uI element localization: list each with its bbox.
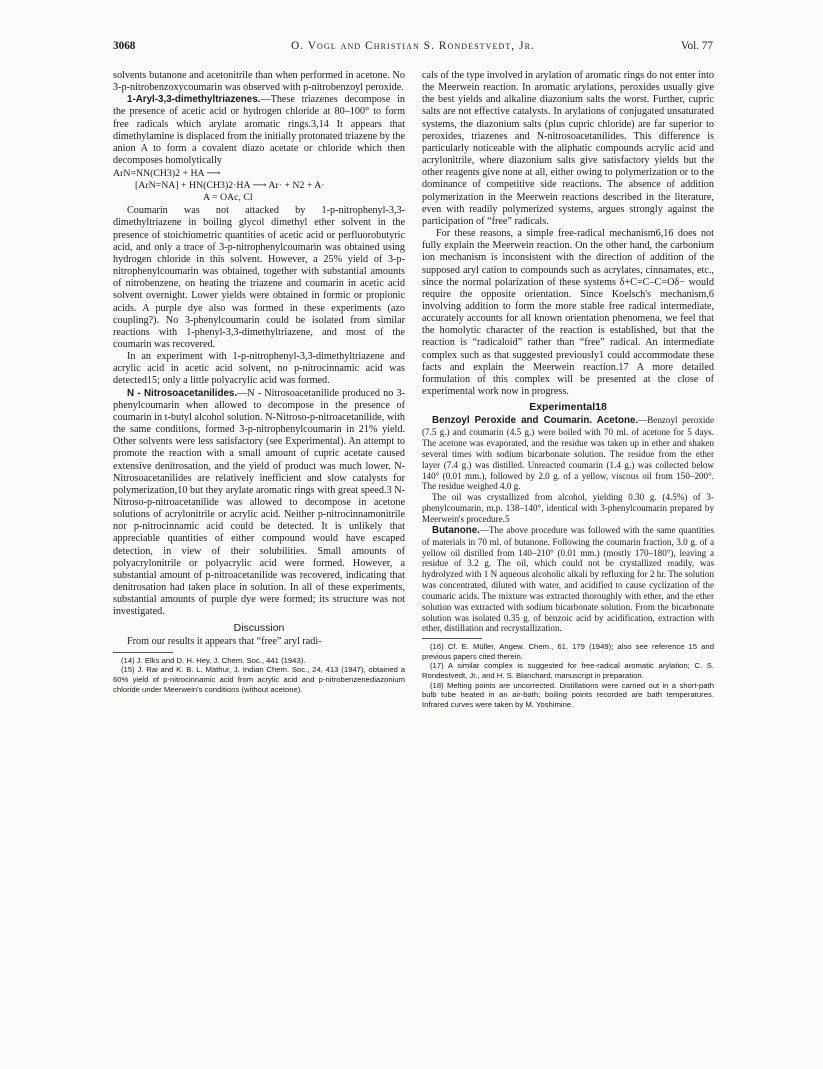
footnote-rule [113, 652, 173, 653]
footnote: (17) A similar complex is suggested for free-radical aromatic arylation; C. S. Rondestvedt, Jr., and H. S. Blanchard, manuscript in preparation. [422, 661, 714, 681]
paragraph-nitroso [113, 388, 405, 619]
paragraph-text: —These triazenes decompose in the presence of acetic acid or hydrogen chloride at 80–100° to form free radicals which arylate aromatic rings.3,14 It appears that dimethylamine is displaced from the initially protonated triazene by the anion A to form a covalent diazo acetate or chloride which then decomposes homolytically [113, 94, 405, 167]
run-in-heading: Benzoyl Peroxide and Coumarin. Acetone. [432, 415, 639, 427]
footnote: (14) J. Elks and D. H. Hey, J. Chem. Soc., 441 (1943). [121, 655, 306, 665]
paragraph-triazenes [113, 94, 405, 167]
paragraph-text: For these reasons, a simple free-radical mechanism6,16 does not fully explain the Meerwein reaction. On the other hand, the carbonium ion mechanism is inconsistent with the direction of addition of the supposed aryl cation to compounds such as acrylates, cinnamates, etc., since the normal polarization of these systems [422, 228, 714, 288]
running-authors: O. Vogl and Christian S. Rondestvedt, Jr. [291, 40, 535, 52]
paragraph-mechanism [422, 228, 714, 398]
footnotes [422, 642, 714, 709]
polarization-formula: δ+C=C–C=Oδ− [619, 276, 685, 288]
footnote-rule [422, 638, 482, 639]
paragraph: cals of the type involved in arylation of aromatic rings do not enter into the Meerwein reaction. In aromatic arylations, peroxides usually give the best yields and alkaline diazonium salts the worst. Further, cupric salts are not effective catalysts. In arylations of conjugated unsaturated systems, the diazonium salts (plus cupric chloride) are far superior to peroxides, triazenes and N-nitrosoacetanilides. This difference is particularly noticeable with the aliphatic compounds acrylic acid and acrylonitrile, where diazonium salts give satisfactory yields but the other reagents give none at all, either owing to polymerization or to the dominance of competitive side reactions. The absence of addition polymerization in the Meerwein reactions described in the literature, even with readily polymerized systems, argues strongly against the participation of “free” radicals. [422, 70, 714, 227]
equation-line: [ArN=NA] + HN(CH3)2·HA ⟶ Ar· + N2 + A· [135, 180, 325, 192]
paragraph [422, 525, 714, 634]
paragraph-text: —The above procedure was followed with the same quantities of materials in 70 ml. of butanone. Following the coumarin fraction, 3.0 g. of a yellow oil distilled from 140–210° (0.01 mm.) (mostly 170–180°), leaving a residue of 3.2 g. The oil, which could not be crystallized readily, was hydrolyzed with 1 N aqueous alcoholic alkali by refluxing for 2 hr. The solution was concentrated, diluted with water, and acidified to cause cyclization of the coumaric acids. The mixture was extracted thoroughly with ether, and the ether solution was extracted with sodium bicarbonate solution. From the bicarbonate solution was isolated 0.35 g. of benzoic acid by acidification, extraction with ether, distillation and recrystallization. [422, 524, 714, 634]
section-heading-experimental: Experimental18 [529, 401, 607, 414]
paragraph: solvents butanone and acetonitrile than when performed in acetone. No 3-p-nitrobenzoxycoumarin was observed with p-nitrobenzoyl peroxide. [113, 70, 405, 94]
footnote: (15) J. Rai and K. B. L. Mathur, J. Indian Chem. Soc., 24, 413 (1947), obtained a 60% yield of p-nitrocinnamic acid from acrylic acid and p-nitrobenzenediazonium chloride under Meerwein's conditions (without acetone). [113, 665, 405, 694]
page-number: 3068 [113, 40, 136, 52]
run-in-heading: Butanone. [432, 524, 480, 536]
paragraph-text: —N - Nitrosoacetanilide produced no 3-phenylcoumarin when allowed to decompose in the presence of coumarin in t-butyl alcohol solution. N-Nitroso-p-nitroacetanilide, with the same conditions, formed 3-p-nitrophenylcoumarin in 21% yield. Other solvents were less satisfactory (see Experimental). An attempt to promote the reaction with a small amount of cupric acetate caused extensive denitrosation, and the yield of product was much lower. N-Nitrosoacetanilides are relatively inefficient and slow catalysts for polymerization,10 but they arylate aromatic rings with great speed.3 N-Nitroso-p-nitroacetanilide was allowed to decompose in acetone solutions of acrylonitrile or acrylic acid. Neither p-nitrocinnamonitrile nor p-nitrocinnamic acid could be detected. It is unlikely that appreciable quantities of either compound would have escaped detection, in view of their solubilities. Small amounts of polyacrylonitrile or polyacrylic acid were formed. However, a substantial amount of p-nitroacetanilide was recovered, indicating that denitrosation had taken place in solution. In all of these experiments, substantial amounts of purple dye were formed; its structure was not investigated. [113, 387, 405, 618]
run-in-heading: 1-Aryl-3,3-dimethyltriazenes. [127, 94, 261, 106]
run-in-heading: N - Nitrosoacetanilides. [127, 387, 238, 399]
volume-label: Vol. 77 [680, 40, 713, 52]
paragraph-text: —Benzoyl peroxide (7.5 g.) and coumarin (4.5 g.) were boiled with 70 ml. of acetone for 5 days. The acetone was evaporated, and the residue was taken up in ether and shaken several times with sodium bicarbonate solution. The residue from the ether layer (7.4 g.) was distilled. Unreacted coumarin (1.4 g.) was collected below 140° (0.01 mm.), followed by 2.0 g. of a yellow, viscous oil from 150–200°. The residue weighed 4.0 g. [422, 415, 714, 492]
paragraph-text: would require the opposite orientation. Since Koelsch's mechanism,6 involving addition to form the more stable free radical intermediate, accurately accounts for all known orientation phenomena, we feel that the homolytic character of the reaction is established, but that the reaction is “radicaloid” rather than “free” radical. An intermediate complex such as that suggested previously1 could accommodate these facts and explain the Meerwein reaction.17 A more detailed formulation of this complex will be presented at the close of experimental work now in progress. [422, 276, 715, 398]
paragraph: The oil was crystallized from alcohol, yielding 0.30 g. (4.5%) of 3-phenylcoumarin, m.p. 138–140°, identical with 3-phenylcoumarin prepared by Meerwein's procedure.5 [422, 492, 714, 524]
running-header [113, 40, 713, 54]
left-column [113, 70, 405, 694]
paragraph: Coumarin was not attacked by 1-p-nitrophenyl-3,3-dimethyltriazene in boiling glycol dimethyl ether solvent in the presence of stoichiometric quantities of acetic acid or perfluorobutyric acid, and only a trace of 3-p-nitrophenylcoumarin was obtained using hydrogen chloride in this solvent. However, a 25% yield of 3-p-nitrophenylcoumarin was obtained, together with substantial amounts of nitrobenzene, on heating the triazene and coumarin in acetic acid solvent overnight. Lower yields were obtained in formic or propionic acids. A purple dye also was formed in these experiments (azo coupling?). No 3-phenylcoumarin could be isolated from similar reactions with 1-phenyl-3,3-dimethyltriazene, and most of the coumarin was recovered. [113, 205, 405, 350]
paragraph: From our results it appears that “free” aryl radi- [127, 635, 322, 647]
footnote: (16) Cf. E. Müller, Angew. Chem., 61, 179 (1949); also see reference 15 and previous papers cited therein. [422, 642, 714, 661]
footnotes [113, 656, 405, 694]
paragraph [422, 415, 714, 492]
section-heading-discussion: Discussion [233, 621, 285, 634]
experimental-section [422, 415, 714, 634]
paragraph: In an experiment with 1-p-nitrophenyl-3,3-dimethyltriazene and acrylic acid in acetic acid solvent, no p-nitrocinnamic acid was detected15; only a little polyacrylic acid was formed. [113, 351, 405, 387]
reaction-equation [113, 168, 405, 204]
footnote: (18) Melting points are uncorrected. Distillations were carried out in a short-path bulb tube heated in an air-bath; boiling points recorded are bath temperatures. Infrared curves were taken by M. Yoshimine. [422, 680, 714, 709]
equation-line: A = OAc, Cl [203, 192, 253, 204]
equation-line: ArN=NN(CH3)2 + HA ⟶ [113, 168, 221, 180]
right-column [422, 70, 714, 709]
